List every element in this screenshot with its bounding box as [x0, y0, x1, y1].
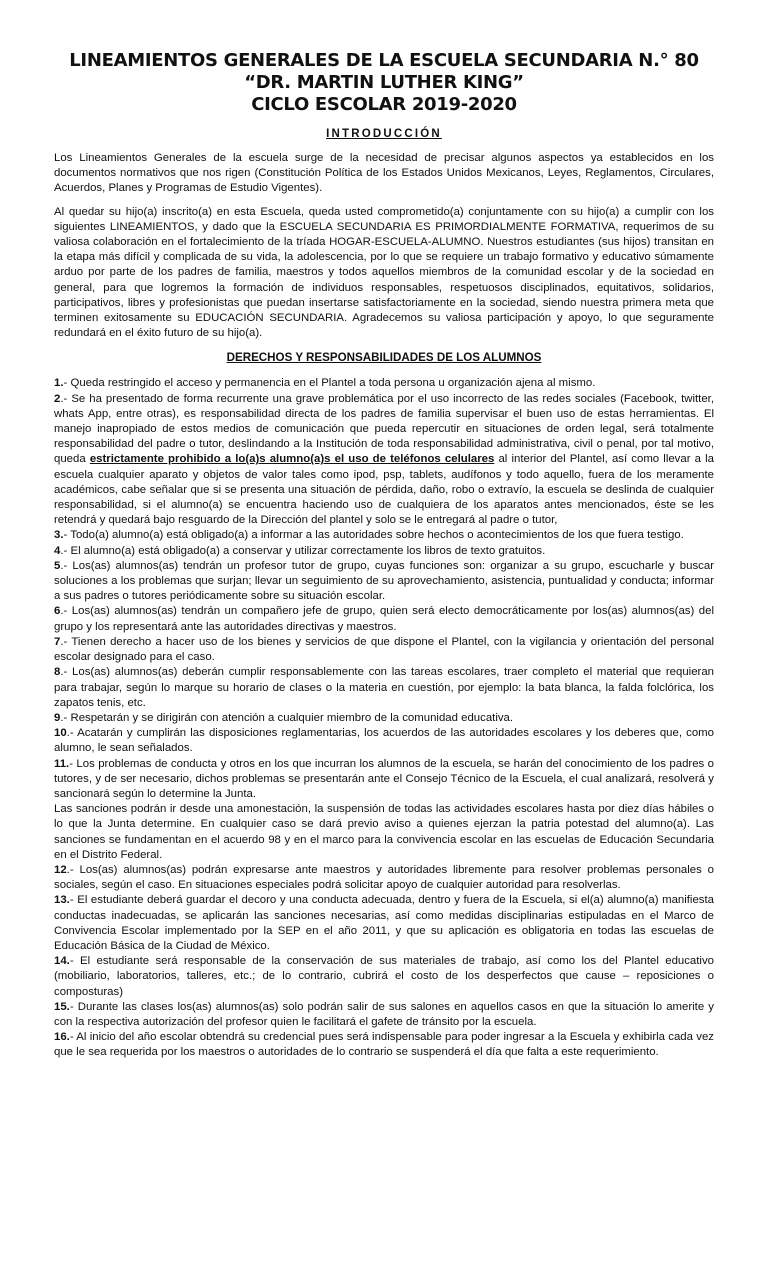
intro-heading: INTRODUCCIÓN [326, 128, 442, 140]
rule-text: - Todo(a) alumno(a) está obligado(a) a informar a las autoridades sobre hechos o acontecimientos de los que fuera testigo. [63, 529, 684, 542]
rule-text: .- Se ha presentado de forma recurrente una grave problemática por el uso incorrecto de las redes sociales (Facebook, twitter, whats App, entre otras), es responsabilidad directa de los padres de familia supervisar el buen uso de estas herramientas. El manejo inapropiado de estos medios de comunicación que pueda repercutir en situaciones de orden legal, será totalmente responsabilidad del padre o tutor, deslindando a la Institución de toda responsabilidad administrativa, civil o penal, por tal motivo, queda [54, 392, 714, 466]
rule-8 [54, 665, 714, 711]
rule-number: 15. [54, 1000, 70, 1013]
rule-text: .- Los(as) alumnos(as) tendrán un profesor tutor de grupo, cuyas funciones son: organizar a su grupo, escucharle y buscar soluciones a los problemas que surjan; llevar un seguimiento de su aprovechamiento, asistencia, puntualidad y conducta; informar a sus padres o tutores periódicamente sobre su situación escolar. [54, 559, 714, 603]
rule-15 [54, 1000, 714, 1030]
rule-text: .- Los(as) alumnos(as) deberán cumplir responsablemente con las tareas escolares, traer completo el material que requieran para trabajar, según lo marque su horario de clases o la materia en cuestión, por ejemplo: la bata blanca, la falda folclórica, los zapatos tenis, etc. [54, 666, 714, 709]
rule-number: 5 [54, 559, 61, 572]
rule-text: .- Acatarán y cumplirán las disposiciones reglamentarias, los acuerdos de las autoridades escolares y los deberes que, como alumno, le sean señalados. [54, 727, 714, 755]
rule-text: - Al inicio del año escolar obtendrá su credencial pues será indispensable para poder ingresar a la Escuela y exhibirla cada vez que le sea requerida por los maestros o autoridades de lo contrario se suspenderá el día que falta a este requerimiento. [54, 1031, 714, 1059]
rule-number: 6 [54, 605, 61, 618]
rights-heading: DERECHOS Y RESPONSABILIDADES DE LOS ALUMNOS [226, 351, 542, 365]
rule-1 [54, 376, 714, 391]
title-line-2: “DR. MARTIN LUTHER KING” [244, 72, 524, 93]
rule-number: 1. [54, 377, 64, 390]
rule-text: .- Los(as) alumnos(as) tendrán un compañero jefe de grupo, quien será electo democráticamente por los(as) alumnos(as) del grupo y los representará ante las autoridades directivas y maestros. [54, 605, 714, 633]
rule-16 [54, 1030, 714, 1060]
rule-7 [54, 635, 714, 665]
rule-text: - Los problemas de conducta y otros en los que incurran los alumnos de la escuela, se harán del conocimiento de los padres o tutores, y de ser necesario, dichos problemas se presentarán ante el Consejo Técnico de la Escuela, el cual analizará, resolverá y sancionará según lo determine la Junta. [54, 757, 714, 800]
rule-text: - El estudiante será responsable de la conservación de sus materiales de trabajo, así como los del Plantel educativo (mobiliario, laboratorios, talleres, etc.; de lo contrario, cubrirá el costo de los desperfectos que cause – reposiciones o composturas) [54, 955, 714, 998]
rule-text: - El estudiante deberá guardar el decoro y una conducta adecuada, dentro y fuera de la Escuela, si el(a) alumno(a) manifiesta conductas inadecuadas, se aplicarán las sanciones necesarias, así como medidas disciplinarias estipuladas en el Marco de Convivencia Escolar implementado por la SEP en el año 2011, y que su aplicación es obligatoria en todas las escuelas de Educación Básica de la Ciudad de México. [54, 894, 714, 952]
rule-text: Las sanciones podrán ir desde una amonestación, la suspensión de todas las actividades escolares hasta por diez días hábiles o lo que la Junta determine. En cualquier caso se dará previo aviso a quienes ejerzan la patria potestad del alumno(a). Las sanciones se fundamentan en el acuerdo 98 y en el marco para la convivencia escolar en las escuelas de Educación Secundaria en el Distrito Federal. [54, 803, 714, 861]
rule-13 [54, 893, 714, 954]
rule-11 [54, 757, 714, 803]
rule-10 [54, 726, 714, 756]
rule-number: 2 [54, 392, 61, 405]
rule-12 [54, 863, 714, 893]
intro-paragraph-2: Al quedar su hijo(a) inscrito(a) en esta Escuela, queda usted comprometido(a) conjuntamente con su hijo(a) a cumplir con los siguientes LINEAMIENTOS, y dado que la ESCUELA SECUNDARIA ES PRIMORDIALMENTE FORMATIVA, requerimos de su valiosa colaboración en el fortalecimiento de la tríada HOGAR-ESCUELA-ALUMNO. Nuestros estudiantes (sus hijos) transitan en la etapa más difícil y complicada de su vida, la adolescencia, por lo que se requiere un trabajo formativo y educativo súmamente arduo por parte de los padres de familia, maestros y todos aquellos miembros de la comunidad escolar y de la sociedad en general, para que logremos la formación de individuos responsables, respetuosos disciplinados, equitativos, solidarios, participativos, libres y profesionistas que puedan insertarse satisfactoriamente en la sociedad, siendo nuestra primera meta que terminen exitosamente su EDUCACIÓN SECUNDARIA. Agradecemos su valiosa participación y apoyo, lo que seguramente redundará en el éxito futuro de su hijo(a). [54, 205, 714, 340]
rule-14 [54, 954, 714, 1000]
rule-6 [54, 604, 714, 634]
rule-number: 9 [54, 711, 61, 724]
rule-11-sanctions [54, 802, 714, 863]
rule-text: - Queda restringido el acceso y permanencia en el Plantel a toda persona u organización ajena al mismo. [63, 377, 596, 390]
rule-text: al interior del Plantel, así como llevar a la escuela cualquier aparato y objetos de valor tales como ipod, psp, tablets, audífonos y todo aquello, fuera de los meramente académicos, cabe señalar que si se presenta una situación de pérdida, daño, robo o extravío, la escuela se deslinda de cualquier responsabilidad, si el alumno(a) se encuentra haciendo uso de cualquiera de los aparatos antes mencionados, éste se les retendrá y quedará bajo resguardo de la Dirección del plantel y solo se le entregará al padre o tutor, [54, 453, 715, 527]
rule-number: 4 [54, 544, 61, 557]
rule-number: 10 [54, 727, 67, 740]
rule-3 [54, 528, 714, 543]
rule-number: 11. [54, 757, 70, 770]
rule-highlight: estrictamente prohibido a lo(a)s alumno(a)s el uso de teléfonos celulares [89, 453, 495, 466]
rule-text: - Durante las clases los(as) alumnos(as) solo podrán salir de sus salones en aquellos casos en que la situación lo amerite y con la respectiva autorización del profesor quien le facilitará el gafete de tránsito por la escuela. [54, 1000, 714, 1028]
rule-9 [54, 711, 714, 726]
rule-text: .- El alumno(a) está obligado(a) a conservar y utilizar correctamente los libros de texto gratuitos. [60, 544, 546, 557]
rule-number: 13. [54, 894, 70, 907]
rule-text: .- Los(as) alumnos(as) podrán expresarse ante maestros y autoridades libremente para resolver problemas personales o sociales, según el caso. En situaciones especiales podrá solicitar apoyo de cualquier autoridad para resolverlas. [54, 863, 714, 892]
rule-number: 16. [54, 1031, 70, 1044]
rule-5 [54, 559, 714, 605]
title-line-1: LINEAMIENTOS GENERALES DE LA ESCUELA SECUNDARIA N.° 80 [69, 50, 699, 71]
rule-number: 14. [54, 955, 70, 968]
rule-text: .- Respetarán y se dirigirán con atención a cualquier miembro de la comunidad educativa. [60, 711, 514, 724]
rule-text: .- Tienen derecho a hacer uso de los bienes y servicios de que dispone el Plantel, con la vigilancia y orientación del personal escolar designado para el caso. [54, 635, 714, 664]
rule-4 [54, 544, 714, 559]
rule-number: 8 [54, 666, 61, 679]
rule-number: 3. [54, 529, 64, 542]
rule-2 [54, 392, 714, 529]
rule-number: 7 [54, 635, 61, 648]
rule-number: 12 [54, 863, 67, 876]
title-line-3: CICLO ESCOLAR 2019-2020 [251, 94, 517, 115]
intro-paragraph-1: Los Lineamientos Generales de la escuela surge de la necesidad de precisar algunos aspectos ya establecidos en los documentos normativos que nos rigen (Constitución Política de los Estados Unidos Mexicanos, Leyes, Reglamentos, Circulares, Acuerdos, Planes y Programas de Estudio Vigentes). [54, 152, 714, 195]
document-title [54, 50, 714, 116]
